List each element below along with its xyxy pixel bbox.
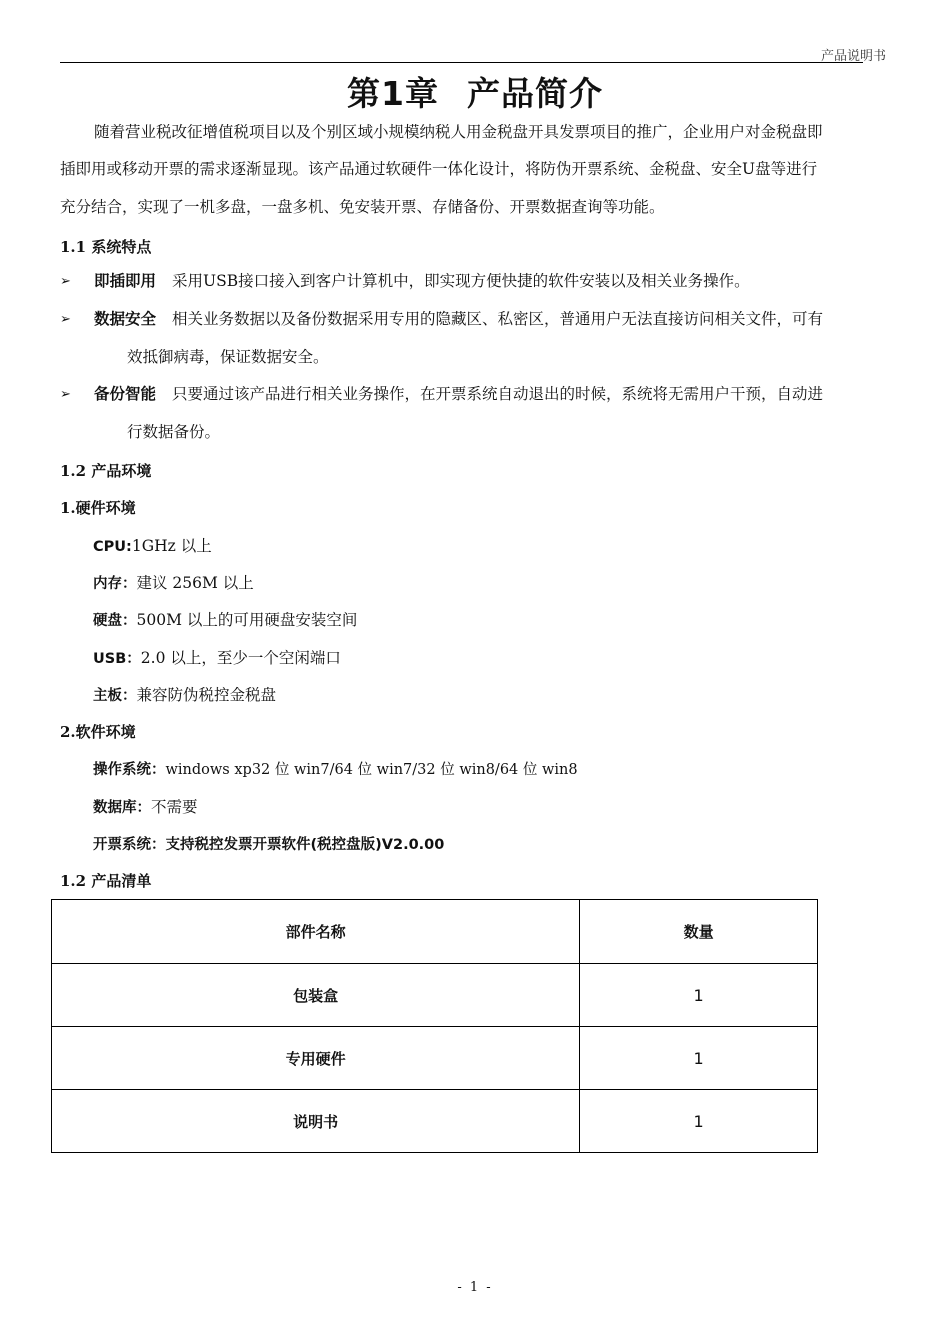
section-heading-features: 1.1 系统特点 bbox=[60, 238, 152, 256]
spec-value: 兼容防伪税控金税盘 bbox=[136, 686, 277, 704]
section-heading-environment: 1.2 产品环境 bbox=[60, 462, 152, 480]
hardware-spec-memory bbox=[93, 571, 254, 593]
spec-value: 2.0 以上，至少一个空闲端口 bbox=[140, 649, 341, 667]
spec-label: 内存： bbox=[93, 576, 137, 592]
feature-term: 数据安全 bbox=[94, 310, 157, 328]
chapter-title bbox=[0, 68, 950, 115]
intro-line-2: 插即用或移动开票的需求逐渐显现。该产品通过软硬件一体化设计，将防伪开票系统、金税盘、安全U盘等进行 bbox=[60, 160, 818, 178]
feature-item bbox=[60, 263, 882, 301]
software-spec-database bbox=[93, 795, 198, 817]
hardware-spec-mainboard bbox=[93, 683, 276, 705]
cell-quantity: 1 bbox=[580, 964, 818, 1027]
bullet-arrow-icon: ➢ bbox=[60, 312, 71, 327]
feature-text: 只要通过该产品进行相关业务操作，在开票系统自动退出的时候，系统将无需用户干预，自动进 bbox=[172, 385, 824, 403]
spec-value: 支持税控发票开票软件(税控盘版)V2.0.00 bbox=[165, 837, 445, 853]
subheading-hardware: 1.硬件环境 bbox=[60, 499, 136, 517]
hardware-spec-disk bbox=[93, 608, 357, 630]
intro-line-1: 随着营业税改征增值税项目以及个别区域小规模纳税人用金税盘开具发票项目的推广，企业用户对金税盘即 bbox=[94, 123, 823, 141]
column-header-name: 部件名称 bbox=[52, 900, 580, 964]
feature-text: 采用USB接口接入到客户计算机中，即实现方便快捷的软件安装以及相关业务操作。 bbox=[172, 272, 750, 290]
bullet-arrow-icon: ➢ bbox=[60, 274, 71, 289]
table-row bbox=[52, 964, 818, 1027]
software-spec-billing bbox=[93, 833, 444, 854]
spec-label: 主板： bbox=[93, 688, 137, 704]
feature-text-continued: 效抵御病毒，保证数据安全。 bbox=[127, 347, 329, 366]
feature-term: 备份智能 bbox=[94, 385, 157, 403]
feature-item bbox=[60, 376, 882, 451]
column-header-quantity: 数量 bbox=[580, 900, 818, 964]
hardware-spec-usb bbox=[93, 646, 341, 668]
section-heading-product-list: 1.2 产品清单 bbox=[60, 872, 152, 890]
spec-label: CPU: bbox=[93, 539, 132, 555]
spec-label: 开票系统： bbox=[93, 837, 166, 853]
intro-line-3: 充分结合，实现了一机多盘，一盘多机、免安装开票、存储备份、开票数据查询等功能。 bbox=[60, 198, 665, 216]
chapter-number: 第1章 bbox=[347, 74, 439, 113]
chapter-name: 产品简介 bbox=[466, 74, 603, 113]
hardware-spec-cpu bbox=[93, 534, 212, 556]
spec-value: 建议 256M 以上 bbox=[136, 574, 254, 592]
spec-label: USB： bbox=[93, 651, 141, 667]
cell-part-name: 专用硬件 bbox=[52, 1027, 580, 1090]
product-list-table bbox=[51, 899, 818, 1153]
cell-part-name: 包装盒 bbox=[52, 964, 580, 1027]
running-header: 产品说明书 bbox=[820, 49, 886, 64]
spec-value: 1GHz 以上 bbox=[131, 537, 212, 555]
feature-text: 相关业务数据以及备份数据采用专用的隐藏区、私密区，普通用户无法直接访问相关文件，可有 bbox=[172, 310, 824, 328]
cell-quantity: 1 bbox=[580, 1090, 818, 1153]
bullet-arrow-icon: ➢ bbox=[60, 387, 71, 402]
page-number: - 1 - bbox=[457, 1280, 493, 1295]
feature-item bbox=[60, 301, 882, 376]
software-spec-os bbox=[93, 758, 578, 779]
header-rule bbox=[60, 62, 863, 63]
spec-value: 500M 以上的可用硬盘安装空间 bbox=[136, 611, 358, 629]
spec-label: 操作系统： bbox=[93, 762, 166, 778]
spec-label: 硬盘： bbox=[93, 613, 137, 629]
cell-part-name: 说明书 bbox=[52, 1090, 580, 1153]
cell-quantity: 1 bbox=[580, 1027, 818, 1090]
spec-label: 数据库： bbox=[93, 800, 151, 816]
subheading-software: 2.软件环境 bbox=[60, 723, 136, 741]
feature-term: 即插即用 bbox=[94, 272, 157, 290]
spec-value: windows xp32 位 win7/64 位 win7/32 位 win8/64 位 win8 bbox=[165, 762, 578, 778]
table-row bbox=[52, 1090, 818, 1153]
spec-value: 不需要 bbox=[151, 798, 198, 816]
table-row bbox=[52, 1027, 818, 1090]
table-header-row bbox=[52, 900, 818, 964]
feature-text-continued: 行数据备份。 bbox=[127, 422, 221, 441]
